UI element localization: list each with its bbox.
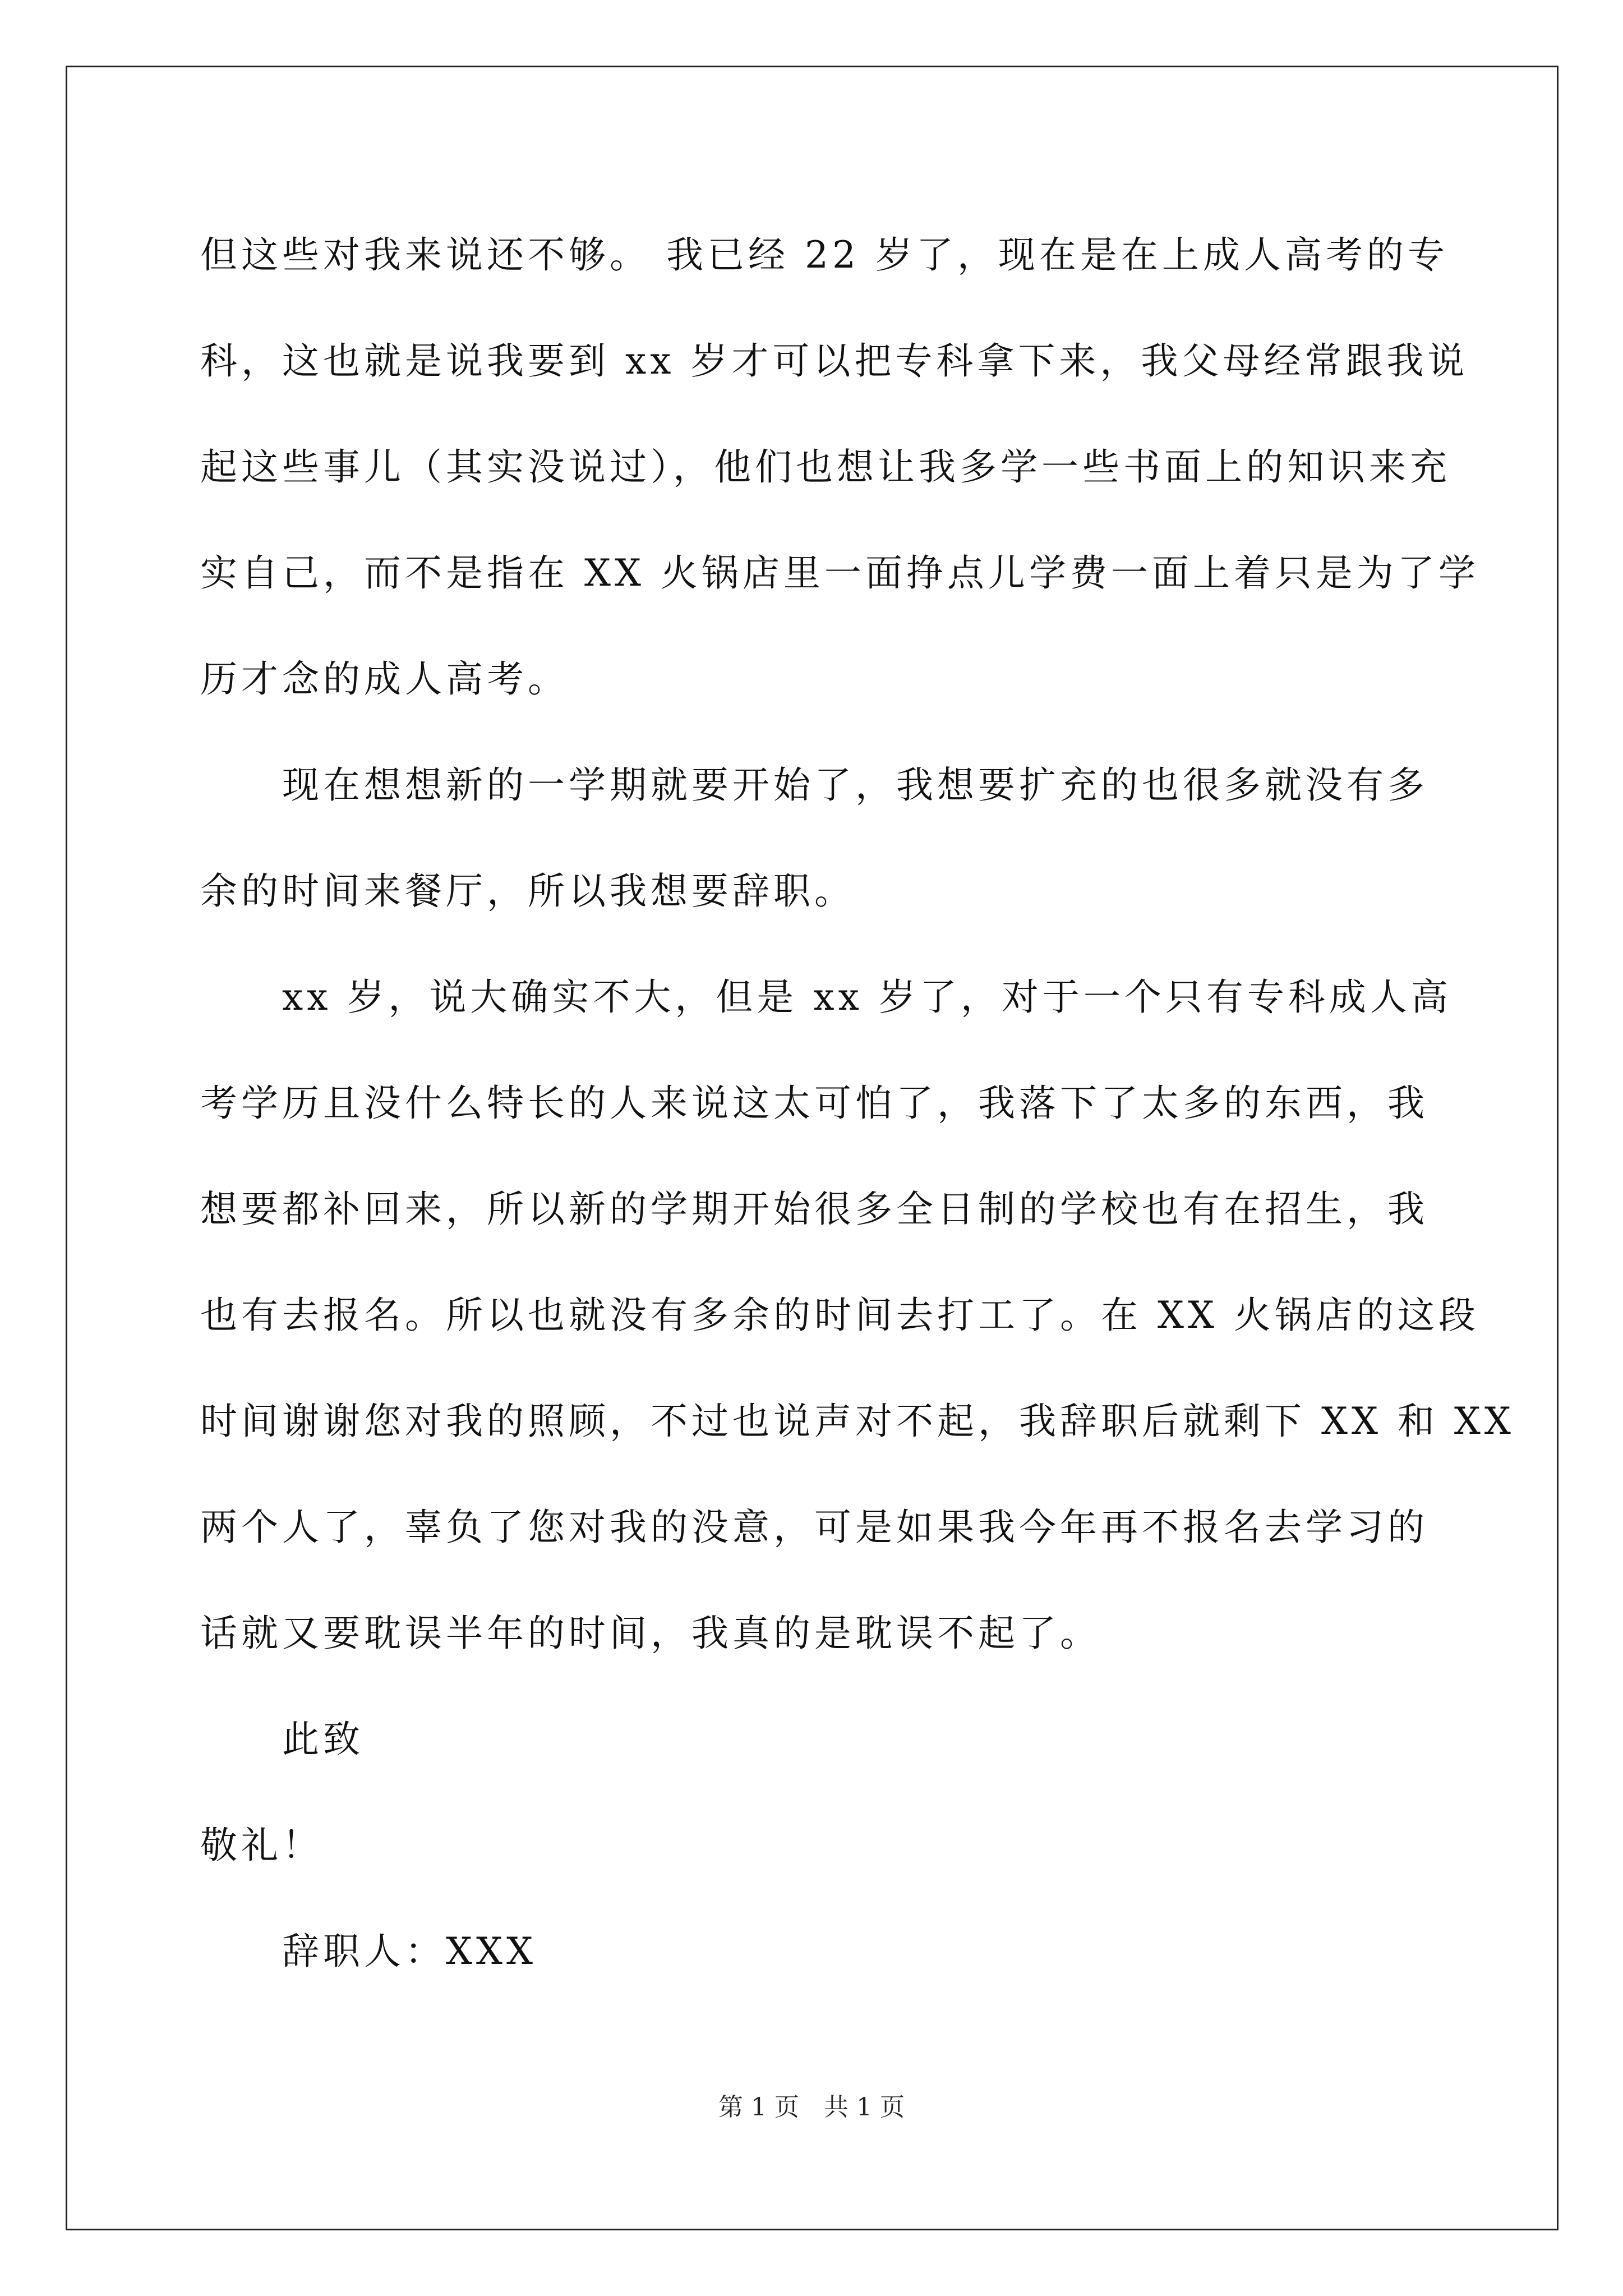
text-line-5: 历才念的成人高考。 xyxy=(200,657,569,701)
salutation-line: 敬礼！ xyxy=(200,1824,323,1867)
page-footer: 第 1 页 共 1 页 xyxy=(718,2093,905,2122)
text-line-10: 想要都补回来，所以新的学期开始很多全日制的学校也有在招生，我 xyxy=(200,1188,1428,1231)
text-line-7: 余的时间来餐厅，所以我想要辞职。 xyxy=(200,869,855,913)
letter-body xyxy=(200,224,1515,2027)
text-line-3: 起这些事儿（其实没说过），他们也想让我多学一些书面上的知识来充 xyxy=(200,445,1451,489)
text-line-14: 话就又要耽误半年的时间，我真的是耽误不起了。 xyxy=(200,1612,1101,1655)
closing-line: 此致 xyxy=(200,1718,364,1761)
text-line-12: 时间谢谢您对我的照顾，不过也说声对不起，我辞职后就剩下 XX 和 XX xyxy=(200,1400,1515,1443)
text-line-1: 但这些对我来说还不够。 我已经 22 岁了，现在是在上成人高考的专 xyxy=(200,233,1449,277)
text-line-9: 考学历且没什么特长的人来说这太可怕了，我落下了太多的东西，我 xyxy=(200,1082,1428,1125)
signature-line: 辞职人：XXX xyxy=(200,1930,537,1973)
text-line-4: 实自己，而不是指在 XX 火锅店里一面挣点儿学费一面上着只是为了学 xyxy=(200,551,1479,595)
text-line-13: 两个人了，辜负了您对我的没意，可是如果我今年再不报名去学习的 xyxy=(200,1506,1428,1549)
text-line-2: 科，这也就是说我要到 xx 岁才可以把专科拿下来，我父母经常跟我说 xyxy=(200,339,1469,383)
text-line-11: 也有去报名。所以也就没有多余的时间去打工了。在 XX 火锅店的这段 xyxy=(200,1294,1479,1337)
text-line-6: 现在想想新的一学期就要开始了，我想要扩充的也很多就没有多 xyxy=(200,763,1428,807)
text-line-8: xx 岁，说大确实不大，但是 xx 岁了，对于一个只有专科成人高 xyxy=(200,976,1452,1019)
